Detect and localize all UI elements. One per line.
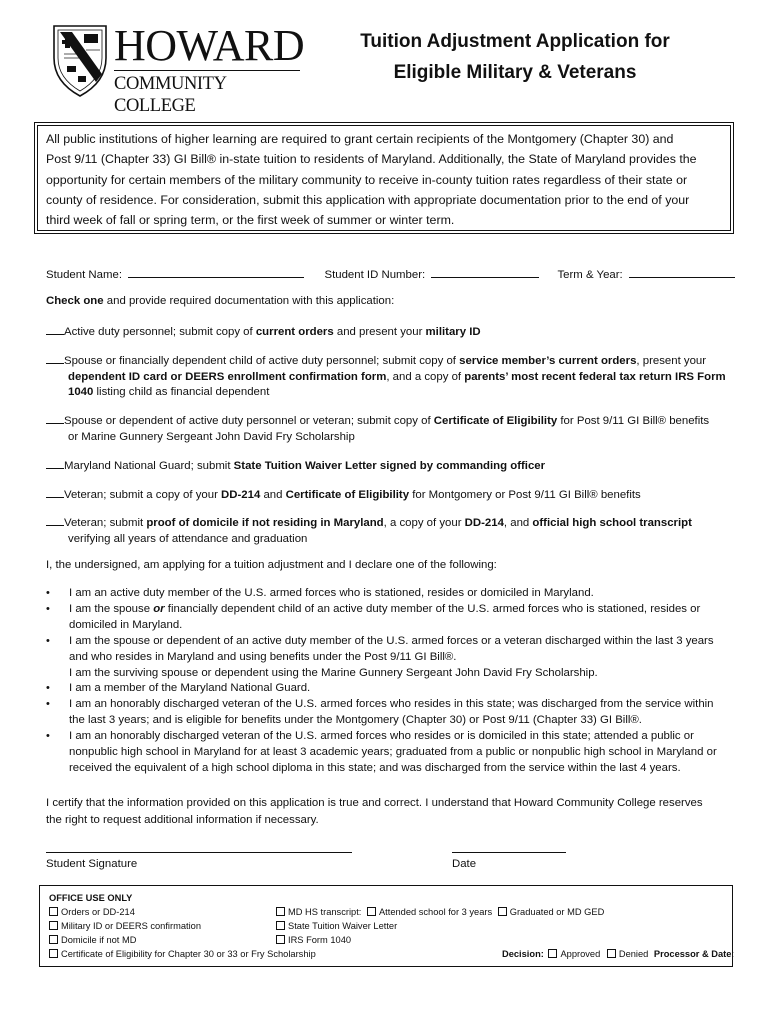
office-check-domicile[interactable] [49,934,136,946]
certification-line: the right to request additional information if necessary. [46,813,319,826]
declaration-emphasis: or [153,602,165,615]
option-text: , a copy of your [383,517,465,529]
form-title-line1: Tuition Adjustment Application for [360,31,670,52]
form-title-line2: Eligible Military & Veterans [393,62,637,83]
declaration-list [46,586,726,777]
office-label: State Tuition Waiver Letter [288,921,398,931]
approved-label: Approved [560,949,601,959]
declaration-text: I am an active duty member of the U.S. armed forces who is stationed, resides or domiciled in Maryland. [69,587,594,599]
processor-date-label: Processor & Date [653,949,732,959]
option-bold: parents’ most recent federal tax return IRS Form [464,370,726,383]
declaration-intro: I, the undersigned, am applying for a tuition adjustment and I declare one of the following: [46,559,497,571]
date-line[interactable] [452,852,566,853]
office-decision [502,948,734,960]
student-name-field[interactable] [128,266,304,278]
option-spouse-dependent-veteran [46,413,726,445]
office-use-box [39,885,733,967]
office-label: Orders or DD-214 [61,907,135,917]
office-label: Certificate of Eligibility for Chapter 30 or 33 or Fry Scholarship [61,949,316,959]
option-blank[interactable] [46,413,64,424]
office-check-certificate[interactable] [49,948,316,960]
declaration-item [46,602,726,634]
option-text: and present your [333,326,426,338]
checkbox[interactable] [367,907,376,916]
bullet-icon: • [46,730,50,743]
student-fields [46,266,735,281]
intro-line: All public institutions of higher learning are required to grant certain recipients of the Montgomery (Chapter 30) and [46,132,674,146]
option-bold: military ID [425,326,481,338]
denied-label: Denied [618,949,649,959]
checkbox[interactable] [548,949,557,958]
intro-box [34,122,734,234]
checkbox[interactable] [49,921,58,930]
declaration-item [46,681,726,697]
option-veteran-dd214 [46,487,726,504]
declaration-text: I am a member of the Maryland National Guard. [69,682,311,695]
option-text: Spouse or dependent of active duty personnel or veteran; submit copy of [64,415,434,427]
option-text: Active duty personnel; submit copy of [64,326,256,338]
intro-line: opportunity for certain members of the military community to receive in-county tuition rates regardless of their state or [46,172,688,187]
decision-label: Decision: [502,949,544,959]
option-bold: proof of domicile if not residing in Maryland [146,517,384,529]
checkbox[interactable] [498,907,507,916]
option-bold: official high school transcript [532,517,692,529]
bullet-icon: • [46,698,50,711]
office-check-md-hs-transcript[interactable] [276,906,604,918]
term-year-field[interactable] [629,266,735,278]
term-year-label: Term & Year: [557,269,623,281]
bullet-icon: • [46,602,50,615]
option-active-duty [46,324,726,341]
declaration-text: I am the spouse or dependent of an active duty member of the U.S. armed forces or a veteran discharged within the last 3 years and who resides in Maryland and using benefits under the Post 9/11 GI Bill®. [69,634,714,663]
declaration-text: I am the spouse [69,602,154,615]
option-bold: Certificate of Eligibility [433,415,558,427]
check-one-bold: Check one [46,295,104,307]
option-text: for Montgomery or Post 9/11 GI Bill® benefits [409,489,641,501]
option-national-guard [46,458,726,475]
bullet-icon: • [46,682,50,695]
option-bold: 1040 [68,386,94,398]
declaration-item [46,586,726,602]
processor-colon: : [731,949,735,959]
option-text: for Post 9/11 GI Bill® benefits [557,415,710,427]
option-text: , present your [636,355,707,367]
option-text: , and [503,517,533,529]
bullet-icon: • [46,587,50,599]
option-text: Veteran; submit [64,517,147,529]
option-text: listing child as financial dependent [93,386,270,398]
office-label: IRS Form 1040 [288,935,352,945]
office-label: MD HS transcript: [288,907,362,917]
option-bold: DD-214 [464,517,504,529]
office-check-irs[interactable] [276,934,351,946]
student-id-label: Student ID Number: [324,269,426,281]
declaration-text: I am an honorably discharged veteran of the U.S. armed forces who resides or is domiciled in this state; attended a public or nonpublic high school in Maryland for at least 3 academic years; graduated from a public or nonpublic high school in Maryland or received the equivalent of a high school diploma in this state; and was discharged from the service within the last 4 years. [69,730,717,774]
option-text: Veteran; submit a copy of your [64,489,222,501]
option-text: verifying all years of attendance and graduation [68,532,308,545]
bullet-icon: • [46,634,50,647]
check-one-instruction [46,295,394,307]
intro-line: Post 9/11 (Chapter 33) GI Bill® in-state tuition to residents of Maryland. Additionally, the State of Maryland provides the [46,152,697,167]
option-bold: Certificate of Eligibility [285,489,410,501]
office-label: Domicile if not MD [61,935,137,945]
checkbox[interactable] [607,949,616,958]
form-title [330,26,700,88]
option-text: , and a copy of [386,370,465,383]
option-blank[interactable] [46,353,64,364]
intro-line: county of residence. For consideration, submit this application with appropriate documentation prior to the end of your [46,192,690,207]
option-bold: DD-214 [221,489,261,501]
checkbox[interactable] [49,935,58,944]
declaration-item [46,729,726,777]
option-text: or Marine Gunnery Sergeant John David Fry Scholarship [68,430,355,443]
signature-line[interactable] [46,852,352,853]
option-spouse-child-active [46,353,726,401]
student-id-field[interactable] [431,266,539,278]
option-blank[interactable] [46,515,64,526]
office-label: Graduated or MD GED [509,907,605,917]
student-signature-label: Student Signature [46,858,138,870]
option-bold: service member’s current orders [459,355,637,367]
checkbox[interactable] [276,935,285,944]
student-name-label: Student Name: [46,269,122,281]
option-blank[interactable] [46,487,64,498]
declaration-text: I am an honorably discharged veteran of the U.S. armed forces who resides in this state; was discharged from the service within the last 3 years; and is eligible for benefits under the Montgomery (Chapter 30) or Post 9/11 (Chapter 33) GI Bill®. [69,698,714,727]
intro-line: third week of fall or spring term, or the first week of summer or winter term. [46,213,455,228]
college-logo [50,20,310,116]
checkbox[interactable] [49,949,58,958]
office-check-orders[interactable] [49,906,135,918]
checkbox[interactable] [49,907,58,916]
checkbox[interactable] [276,921,285,930]
certification-line: I certify that the information provided on this application is true and correct. I understand that Howard Community College reserves [46,797,703,809]
option-text: Maryland National Guard; submit [64,460,234,472]
option-bold: dependent ID card or DEERS enrollment confirmation form [68,370,387,383]
logo-subtitle: COMMUNITY COLLEGE [114,74,226,116]
certification-statement [46,795,736,828]
option-blank[interactable] [46,458,64,469]
office-check-waiver[interactable] [276,920,397,932]
option-text: Spouse or financially dependent child of active duty personnel; submit copy of [64,355,460,367]
declaration-text: I am the surviving spouse or dependent using the Marine Gunnery Sergeant John David Fry Scholarship. [69,666,598,679]
option-text: and [260,489,286,501]
office-label: Attended school for 3 years [378,907,493,917]
office-check-military-id[interactable] [49,920,201,932]
office-label: Military ID or DEERS confirmation [61,921,202,931]
check-one-rest: and provide required documentation with this application: [103,295,395,307]
office-use-title: OFFICE USE ONLY [49,893,133,903]
date-label: Date [452,858,477,870]
option-veteran-domicile [46,515,726,547]
option-bold: current orders [255,326,334,338]
option-blank[interactable] [46,324,64,335]
declaration-item [46,634,726,682]
logo-rule [114,70,300,71]
intro-text [37,125,731,231]
checkbox[interactable] [276,907,285,916]
logo-wordmark: HOWARD [114,21,305,70]
option-bold: State Tuition Waiver Letter signed by commanding officer [233,460,546,472]
declaration-text: financially dependent child of an active duty member of the U.S. armed forces who is stationed, resides or domiciled in Maryland. [69,602,701,631]
declaration-item [46,697,726,729]
